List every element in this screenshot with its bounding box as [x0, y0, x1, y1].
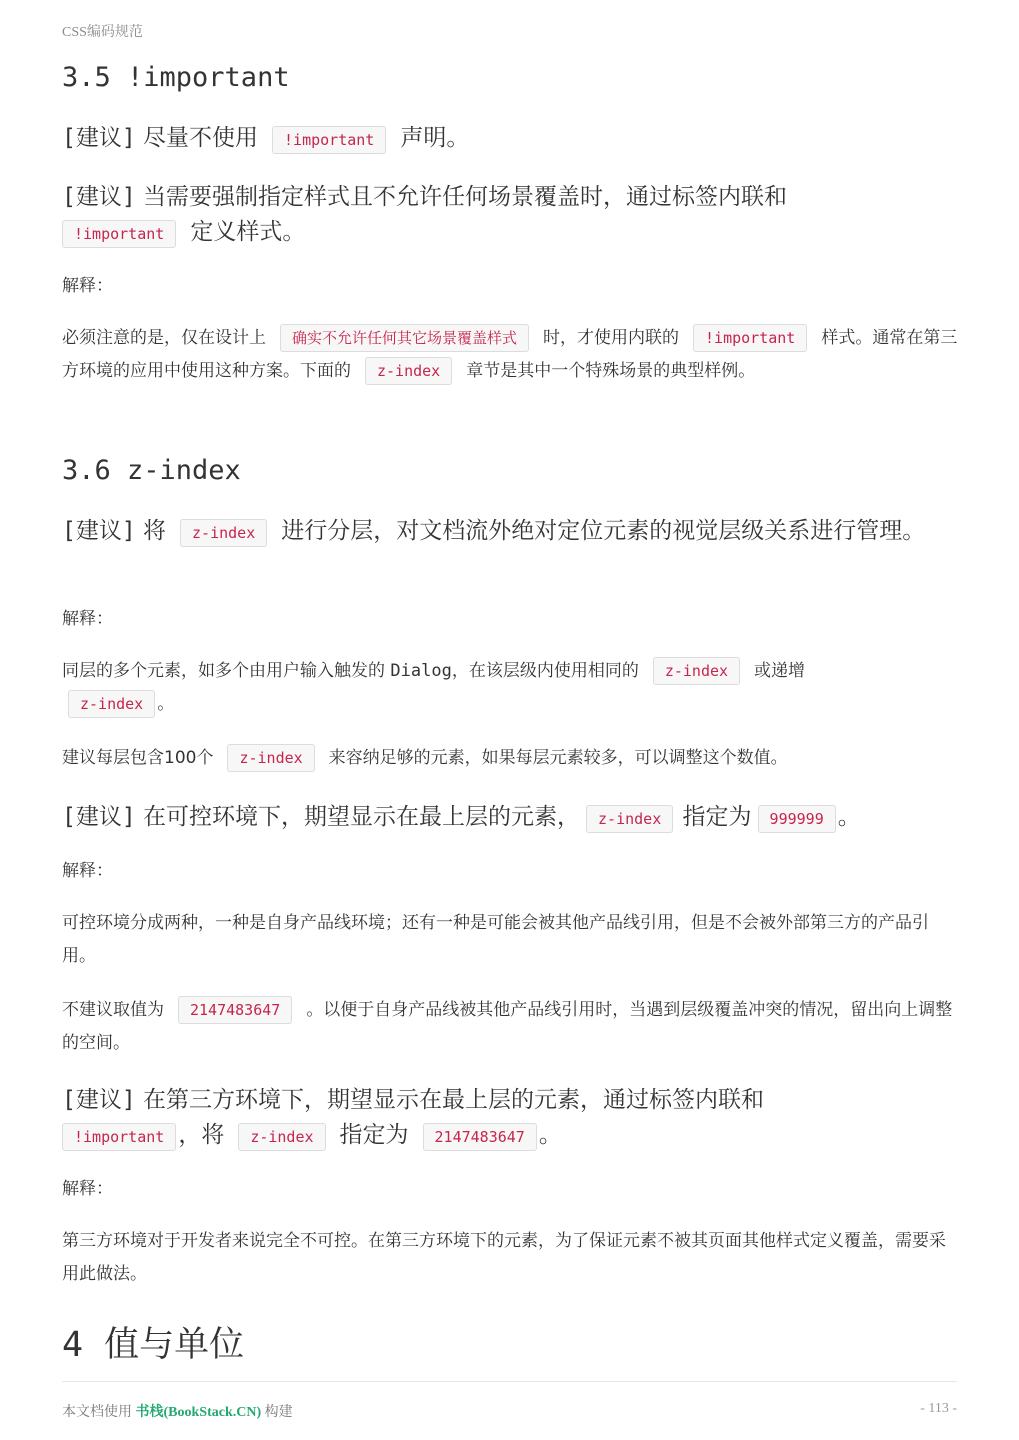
rule-text: 定义样式。 [190, 219, 306, 245]
inline-code: 2147483647 [423, 1123, 537, 1151]
inline-code: z-index [586, 805, 673, 833]
rule-tag: [建议] [62, 518, 136, 544]
rule-text: 指定为 [339, 1122, 409, 1148]
rule-text: 当需要强制指定样式且不允许任何场景覆盖时，通过标签内联和 [143, 184, 788, 210]
rule-tag: [建议] [62, 1087, 136, 1113]
rule-inline-important [62, 180, 958, 252]
rule-text: 将 [143, 518, 167, 544]
explanation-label: 解释： [62, 276, 113, 296]
section-title: 值与单位 [104, 1325, 245, 1365]
doc-title: CSS编码规范 [62, 25, 143, 40]
section-heading-4 [62, 1323, 244, 1367]
rule-text: 声明。 [400, 125, 470, 151]
explanation-paragraph: 可控环境分成两种，一种是自身产品线环境；还有一种是可能会被其他产品线引用，但是不会被外部第三方的产品引用。 [62, 913, 929, 966]
inline-code: z-index [365, 357, 452, 385]
rule-tag: [建议] [62, 125, 136, 151]
rule-text: 。 [538, 1122, 562, 1148]
inline-code: !important [62, 1123, 176, 1151]
explanation-paragraph: 同层的多个元素，如多个由用户输入触发的 Dialog，在该层级内使用相同的 z-index 或递增 z-index 。 [62, 655, 958, 721]
footer-credit: 本文档使用 书栈(BookStack.CN) 构建 [62, 1405, 293, 1420]
rule-tag: [建议] [62, 184, 136, 210]
rule-top-layer-third-party [62, 1083, 958, 1155]
rule-text: ，将 [178, 1122, 225, 1148]
rule-text: 在可控环境下，期望显示在最上层的元素， [143, 804, 581, 830]
rule-text: 在第三方环境下，期望显示在最上层的元素，通过标签内联和 [143, 1087, 765, 1113]
section-number: 4 [62, 1325, 84, 1365]
explanation-paragraph: 第三方环境对于开发者来说完全不可控。在第三方环境下的元素，为了保证元素不被其页面其他样式定义覆盖，需要采用此做法。 [62, 1231, 946, 1284]
rule-text: 。 [837, 804, 861, 830]
inline-code: z-index [68, 690, 155, 718]
inline-code: z-index [180, 519, 267, 547]
rule-avoid-important [62, 121, 958, 158]
inline-code: !important [62, 220, 176, 248]
rule-top-layer-controlled [62, 800, 958, 837]
inline-code: !important [693, 324, 807, 352]
inline-code: z-index [227, 744, 314, 772]
inline-code: 999999 [758, 805, 836, 833]
bookstack-link[interactable]: 书栈(BookStack.CN) [135, 1405, 262, 1420]
inline-code: z-index [653, 657, 740, 685]
inline-mono-text: Dialog [390, 661, 452, 681]
explanation-label: 解释： [62, 609, 113, 629]
explanation-label: 解释： [62, 1179, 113, 1199]
section-heading-3-6: 3.6 z-index [62, 455, 241, 486]
rule-layer-zindex [62, 514, 958, 551]
rule-text: 尽量不使用 [143, 125, 259, 151]
rule-text: 指定为 [682, 804, 752, 830]
rule-text: 进行分层，对文档流外绝对定位元素的视觉层级关系进行管理。 [281, 518, 926, 544]
inline-code: !important [272, 126, 386, 154]
inline-code: z-index [238, 1123, 325, 1151]
explanation-label: 解释： [62, 861, 113, 881]
explanation-paragraph: 不建议取值为 2147483647 。以便于自身产品线被其他产品线引用时，当遇到层级覆盖冲突的情况，留出向上调整的空间。 [62, 994, 958, 1060]
explanation-paragraph: 必须注意的是，仅在设计上 确实不允许任何其它场景覆盖样式 时，才使用内联的 !important 样式。通常在第三方环境的应用中使用这种方案。下面的 z-index 章节是其中一个特殊场景的典型样例。 [62, 322, 958, 388]
rule-tag: [建议] [62, 804, 136, 830]
inline-code: 确实不允许任何其它场景覆盖样式 [280, 324, 529, 352]
inline-code: 2147483647 [178, 996, 292, 1024]
explanation-paragraph: 建议每层包含100个 z-index 来容纳足够的元素，如果每层元素较多，可以调整这个数值。 [62, 742, 958, 775]
section-heading-3-5: 3.5 !important [62, 62, 290, 93]
footer-divider [62, 1381, 957, 1382]
page-number: - 113 - [920, 1401, 957, 1416]
